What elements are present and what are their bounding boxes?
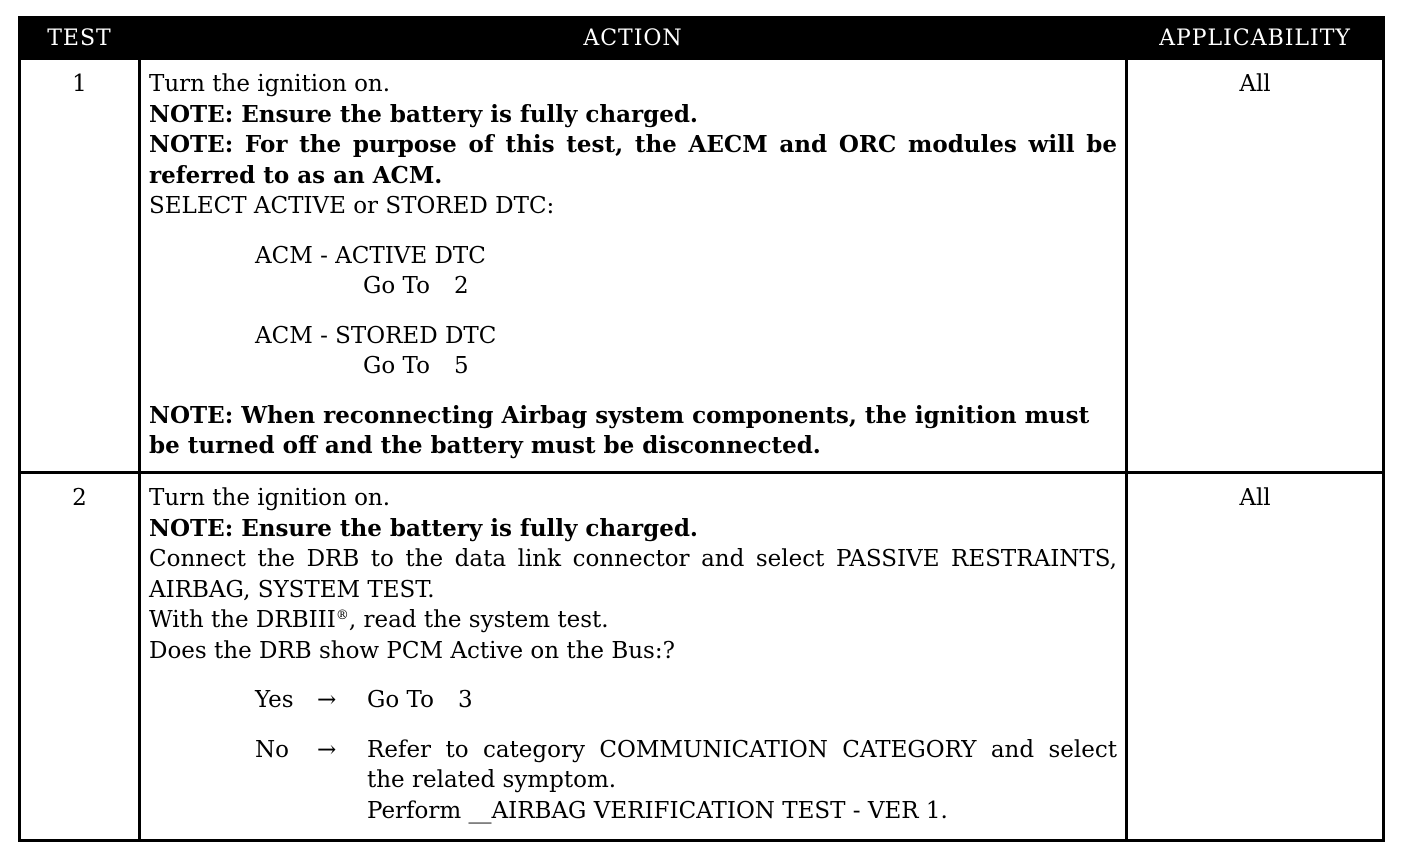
note-text: NOTE: Ensure the battery is fully charged. bbox=[149, 100, 698, 128]
goto-text: Go To bbox=[363, 353, 430, 379]
applicability-value: All bbox=[1127, 59, 1384, 473]
prompt-text: SELECT ACTIVE or STORED DTC: bbox=[149, 193, 555, 219]
instruction-text: With the DRBIII®, read the system test. bbox=[149, 607, 609, 633]
yes-choice[interactable] bbox=[149, 685, 1117, 716]
instruction-text: Refer to category COMMUNICATION CATEGORY and select the related symptom. bbox=[367, 736, 1117, 793]
test-number: 2 bbox=[20, 473, 140, 841]
registered-mark: ® bbox=[335, 608, 349, 623]
note-text: NOTE: For the purpose of this test, the AECM and ORC modules will be referred to as an ACM. bbox=[149, 131, 1117, 189]
table-row bbox=[20, 59, 1384, 473]
instruction-text: Perform __AIRBAG VERIFICATION TEST - VER 1. bbox=[367, 797, 948, 824]
goto-text: Go To bbox=[367, 687, 434, 713]
goto-number: 2 bbox=[453, 273, 469, 299]
header-applicability: APPLICABILITY bbox=[1127, 18, 1384, 59]
no-label: No bbox=[255, 736, 289, 763]
instruction-text: Turn the ignition on. bbox=[149, 485, 391, 511]
diagnostic-test-table bbox=[18, 16, 1385, 842]
no-choice[interactable] bbox=[149, 735, 1117, 827]
instruction-text: Connect the DRB to the data link connector and select PASSIVE RESTRAINTS, AIRBAG, SYSTEM TEST. bbox=[149, 546, 1117, 603]
goto-link[interactable] bbox=[367, 685, 1117, 716]
yes-label: Yes bbox=[255, 687, 294, 713]
test-number: 1 bbox=[20, 59, 140, 473]
note-text: NOTE: Ensure the battery is fully charged. bbox=[149, 514, 698, 542]
goto-link[interactable] bbox=[149, 271, 1117, 302]
option-label: ACM - ACTIVE DTC bbox=[255, 242, 486, 269]
note-text: NOTE: When reconnecting Airbag system components, the ignition must be turned off and the battery must be disconnected. bbox=[149, 401, 1090, 459]
option-label: ACM - STORED DTC bbox=[255, 322, 497, 349]
goto-number: 5 bbox=[453, 353, 469, 379]
action-cell bbox=[140, 59, 1127, 473]
action-cell bbox=[140, 473, 1127, 841]
no-instructions bbox=[367, 735, 1117, 827]
instruction-text: Turn the ignition on. bbox=[149, 71, 391, 97]
table-header-row bbox=[20, 18, 1384, 59]
goto-number: 3 bbox=[457, 687, 473, 713]
arrow-right-icon: → bbox=[317, 687, 337, 713]
goto-text: Go To bbox=[363, 273, 430, 299]
goto-link[interactable] bbox=[149, 351, 1117, 382]
table-row bbox=[20, 473, 1384, 841]
arrow-right-icon: → bbox=[317, 736, 337, 763]
header-test: TEST bbox=[20, 18, 140, 59]
applicability-value: All bbox=[1127, 473, 1384, 841]
question-text: Does the DRB show PCM Active on the Bus:? bbox=[149, 637, 675, 664]
header-action: ACTION bbox=[140, 18, 1127, 59]
